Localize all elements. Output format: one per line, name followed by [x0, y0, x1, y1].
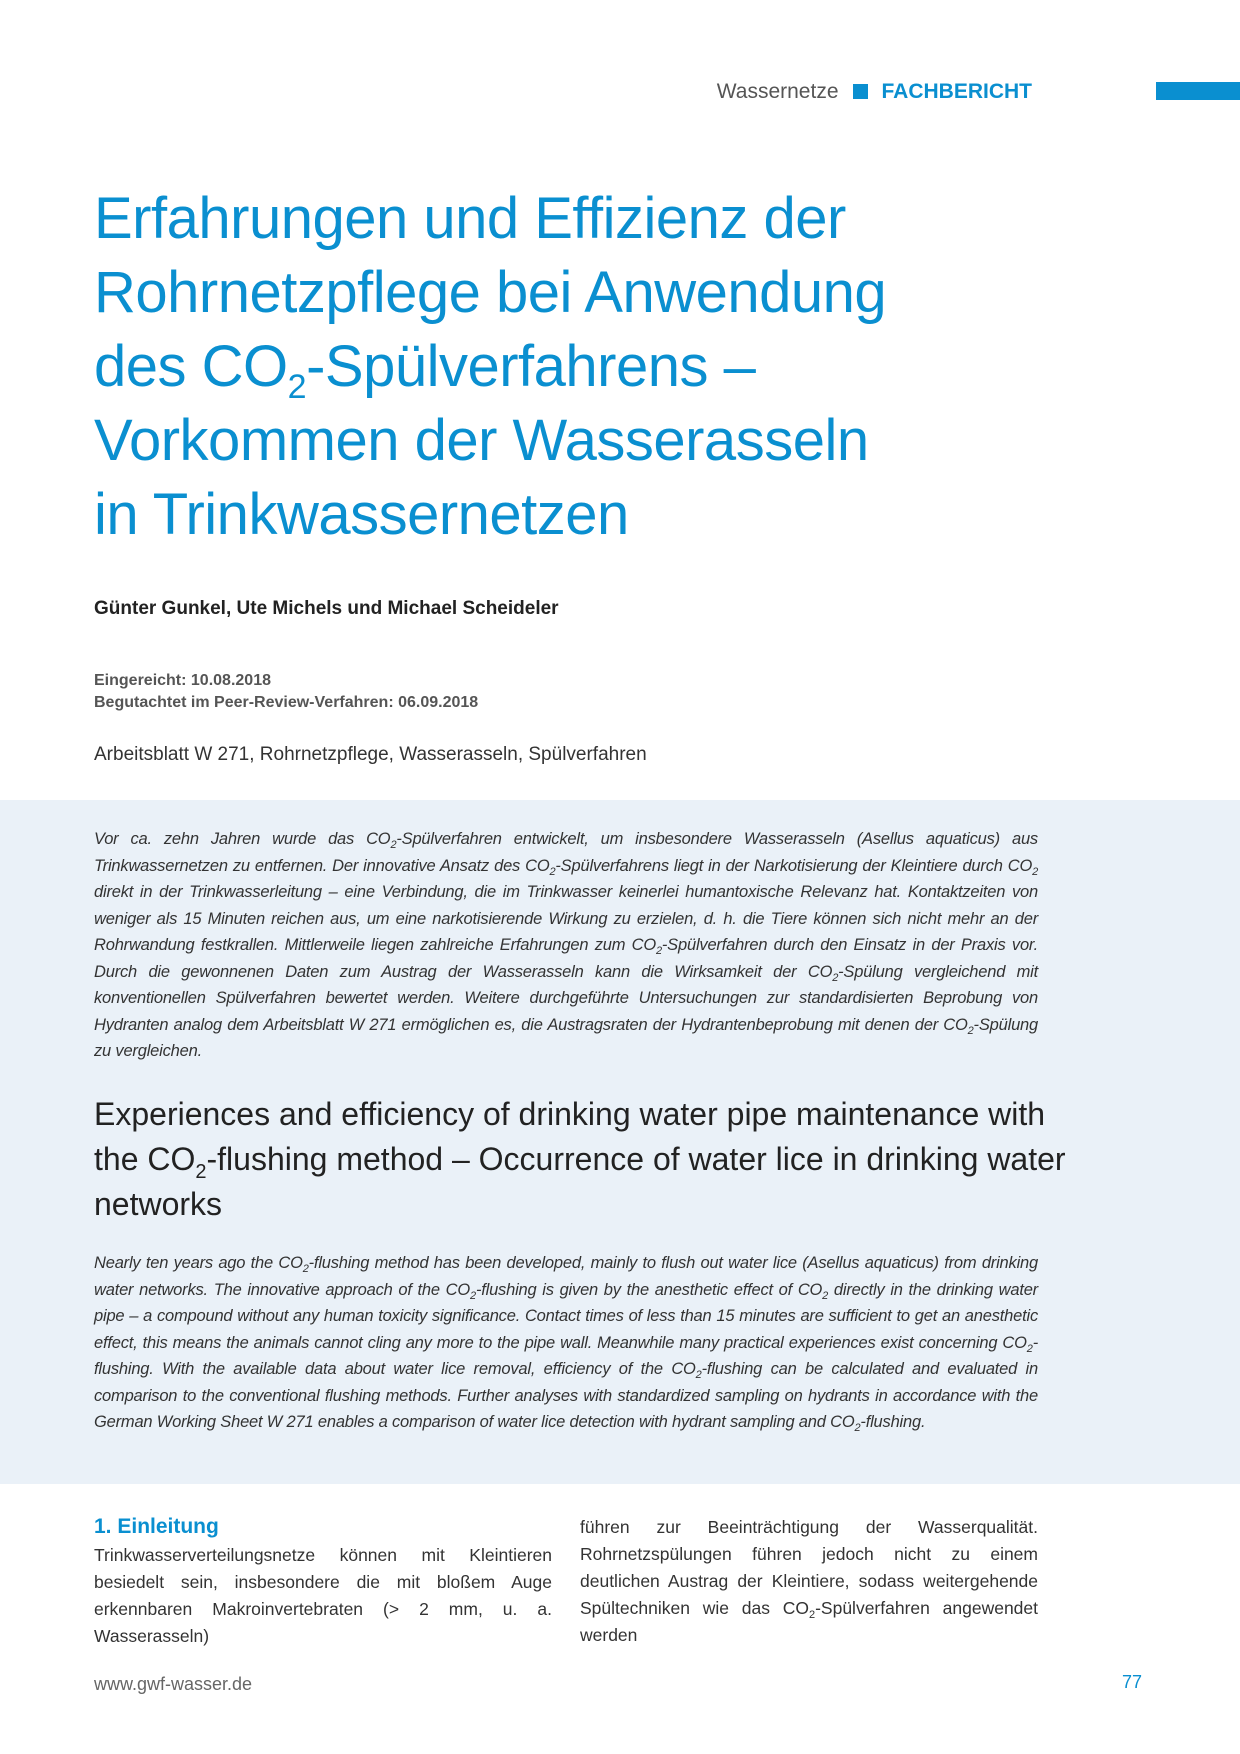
header-report-tag: FACHBERICHT	[881, 80, 1032, 103]
subscript: 2	[470, 1289, 476, 1302]
section-heading-introduction: 1. Einleitung	[94, 1515, 219, 1538]
body-text-part: -Spülverfahren angewendet werden	[580, 1598, 1039, 1645]
reviewed-date: Begutachtet im Peer-Review-Verfahren: 06.09.2018	[94, 694, 479, 711]
running-header	[717, 80, 1032, 104]
header-square-marker	[853, 84, 868, 99]
abstract-english	[94, 1250, 1038, 1436]
subscript: 2	[549, 865, 556, 878]
subscript: 2	[1026, 1342, 1033, 1355]
subscript: 2	[967, 1024, 974, 1037]
header-section-name: Wassernetze	[716, 80, 839, 103]
abstract-de-part: -Spülung zu vergleichen.	[94, 1015, 1038, 1060]
abstract-en-part: directly in the drinking water pipe – a compound without any human toxicity significance. Contact times of less than 15 minutes are sufficient to get an anesthetic effect, this means the animals cannot cling any more to the pipe wall. Meanwhile many practical experiences exist concerning CO	[94, 1280, 1038, 1352]
authors: Günter Gunkel, Ute Michels und Michael Scheideler	[94, 598, 559, 619]
subscript: 2	[195, 1161, 207, 1183]
keywords: Arbeitsblatt W 271, Rohrnetzpflege, Wasserasseln, Spülverfahren	[94, 744, 647, 765]
title-line-3-post: -Spülverfahrens –	[306, 334, 756, 399]
abstract-en-part: -flushing.	[860, 1413, 926, 1431]
body-column-left	[94, 1514, 552, 1650]
footer-url[interactable]: www.gwf-wasser.de	[94, 1674, 253, 1694]
abstract-de-part: -Spülverfahren durch den Einsatz in der Praxis vor. Durch die gewonnenen Daten zum Austrag der Wasserasseln kann die Wirksamkeit der CO	[94, 936, 1038, 981]
body-column-right	[580, 1514, 1038, 1649]
abstract-de-part: -Spülverfahren entwickelt, um insbesondere Wasserasseln (Asellus aquaticus) aus Trinkwassernetzen zu entfernen. Der innovative Ansatz des CO	[94, 830, 1038, 875]
abstract-en-part: -flushing is given by the anesthetic effect of CO	[475, 1280, 823, 1299]
abstract-de-part: direkt in der Trinkwasserleitung – eine Verbindung, die im Trinkwasser keinerlei humantoxische Relevanz hat. Kontaktzeiten von weniger als 15 Minuten reichen aus, um eine narkotisierende Wirkung zu erzielen, d. h. die Tiere können sich nicht mehr an der Rohrwandung festkrallen. Mittlerweile liegen zahlreiche Erfahrungen zum CO	[94, 883, 1038, 954]
body-text-part: führen zur Beeinträchtigung der Wasserqualität. Rohrnetzspülungen führen jedoch nicht zu einem deutlichen Austrag der Kleintiere, sodass weitergehende Spültechniken wie das CO	[580, 1517, 1038, 1618]
title-line-5: in Trinkwassernetzen	[94, 482, 629, 547]
subscript: 2	[808, 1609, 816, 1621]
abstract-en-part: Nearly ten years ago the CO	[94, 1254, 303, 1272]
subscript: 2	[655, 945, 662, 957]
abstract-german	[94, 826, 1038, 1065]
introduction-text-left: Trinkwasserverteilungsnetze können mit Kleintieren besiedelt sein, insbesondere die mit bloßem Auge erkennbaren Makroinvertebraten (> 2 mm, u. a. Wasserasseln)	[94, 1545, 552, 1646]
abstract-en-part: -flushing can be calculated and evaluated in comparison to the conventional flushing methods. Further analyses with standardized sampling on hydrants in accordance with the German Working Sheet W 271 enables a comparison of water lice detection with hydrant sampling and CO	[94, 1360, 1038, 1431]
abstract-de-part: -Spülung vergleichend mit konventionellen Spülverfahren bewertet werden. Weitere durchgeführte Untersuchungen zur standardisierten Beprobung von Hydranten analog dem Arbeitsblatt W 271 ermöglichen es, die Austragsraten der Hydrantenbeprobung mit denen der CO	[94, 962, 1038, 1034]
title-line-3-pre: des CO	[94, 334, 288, 399]
title-line-1: Erfahrungen und Effizienz der	[94, 186, 846, 251]
title-subscript: 2	[287, 368, 307, 406]
header-accent-bar	[1156, 82, 1240, 100]
abstract-en-part: -flushing. With the available data about water lice removal, efficiency of the CO	[94, 1333, 1038, 1378]
review-dates	[94, 670, 478, 714]
english-title-pre: Experiences and efficiency of drinking water pipe maintenance with the CO	[94, 1096, 1046, 1177]
page-number: 77	[1121, 1672, 1142, 1692]
title-line-4: Vorkommen der Wasserasseln	[94, 408, 869, 473]
article-title	[94, 182, 1094, 552]
subscript: 2	[1032, 865, 1039, 878]
english-title	[94, 1092, 1074, 1227]
abstract-de-part: Vor ca. zehn Jahren wurde das CO	[94, 830, 391, 848]
english-title-post: -flushing method – Occurrence of water lice in drinking water networks	[94, 1141, 1066, 1222]
subscript: 2	[822, 1289, 829, 1302]
subscript: 2	[854, 1422, 861, 1434]
introduction-text-right	[580, 1514, 1038, 1649]
abstract-en-part: -flushing method has been developed, mainly to flush out water lice (Asellus aquaticus) from drinking water networks. The innovative approach of the CO	[94, 1254, 1039, 1299]
subscript: 2	[832, 971, 839, 984]
abstract-de-part: -Spülverfahrens liegt in der Narkotisierung der Kleintiere durch CO	[555, 856, 1033, 875]
title-line-2: Rohrnetzpflege bei Anwendung	[94, 260, 887, 325]
subscript: 2	[390, 839, 397, 851]
subscript: 2	[695, 1369, 702, 1381]
subscript: 2	[302, 1263, 309, 1275]
submitted-date: Eingereicht: 10.08.2018	[94, 672, 271, 689]
